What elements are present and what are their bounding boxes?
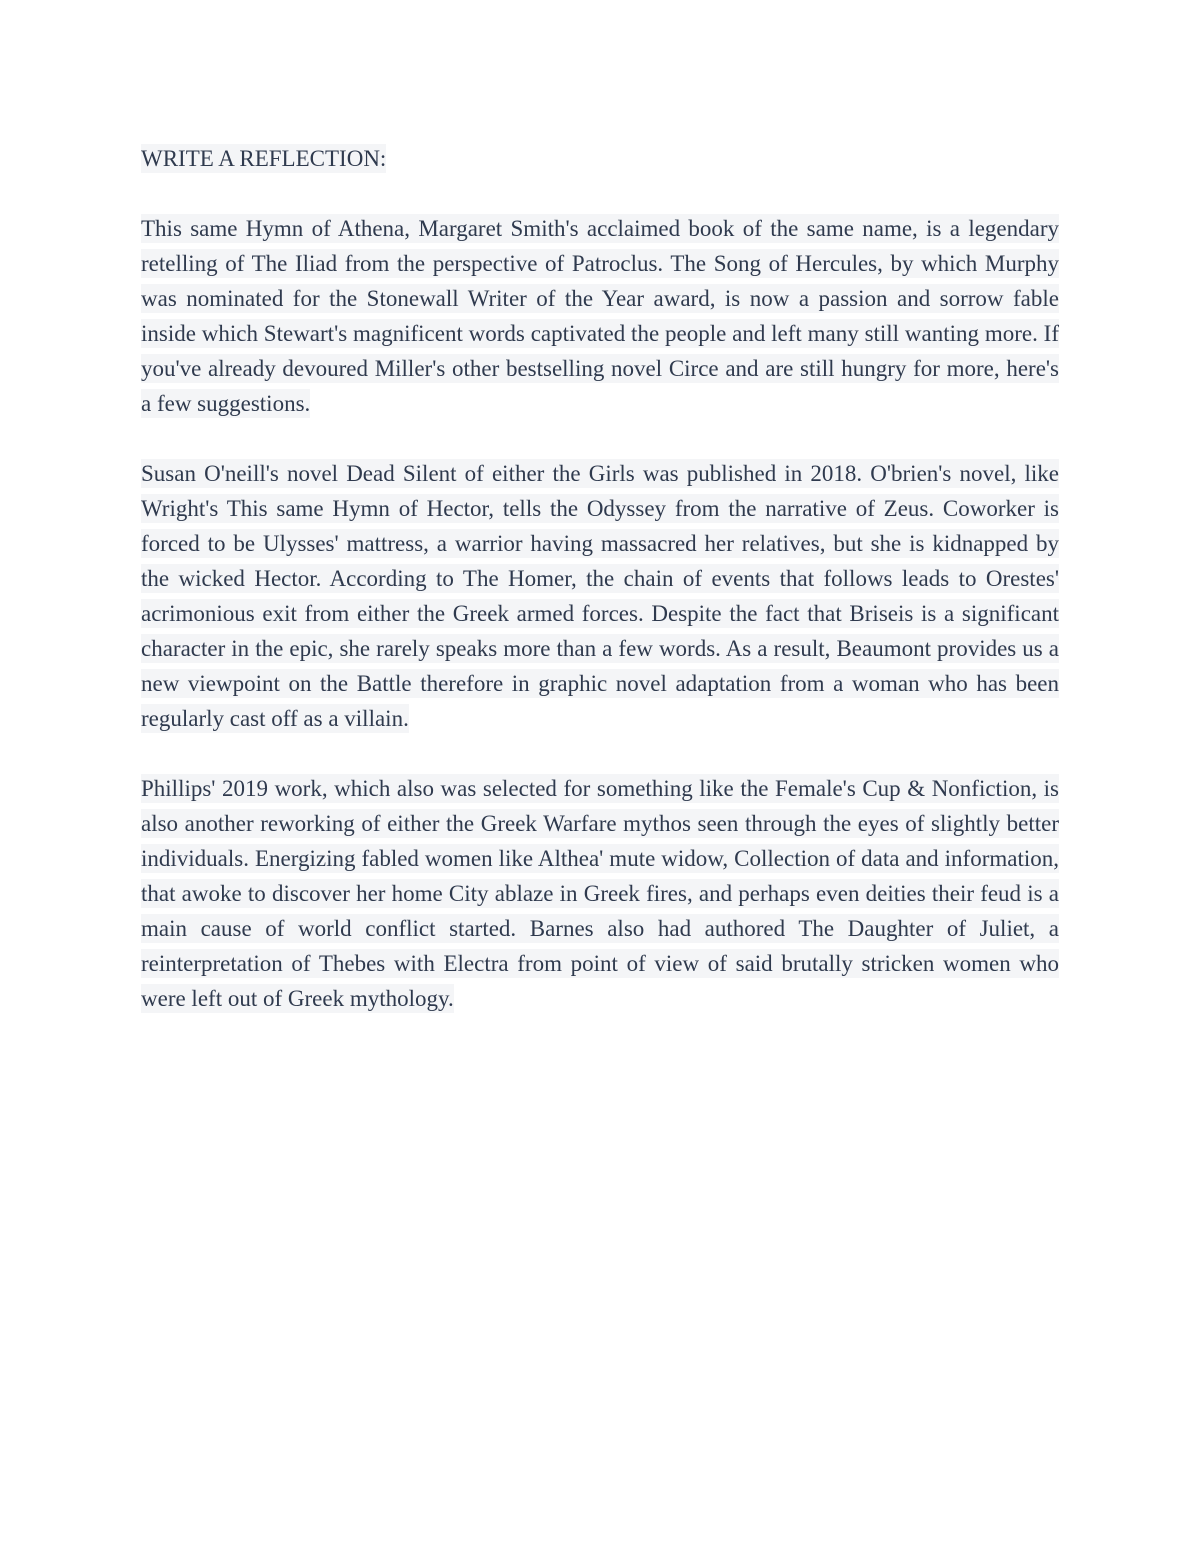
heading-text: WRITE A REFLECTION: — [141, 146, 387, 171]
document-heading — [141, 141, 1059, 176]
document-page — [141, 141, 1059, 1051]
paragraph-1-text: This same Hymn of Athena, Margaret Smith's acclaimed book of the same name, is a legendary retelling of The Iliad from the perspective of Patroclus. The Song of Hercules, by which Murphy was nominated for the Stonewall Writer of the Year award, is now a passion and sorrow fable inside which Stewart's magnificent words captivated the people and left many still wanting more. If you've already devoured Miller's other bestselling novel Circe and are still hungry for more, here's a few suggestions. — [141, 216, 1059, 416]
paragraph-3-text: Phillips' 2019 work, which also was selected for something like the Female's Cup & Nonfiction, is also another reworking of either the Greek Warfare mythos seen through the eyes of slightly better individuals. Energizing fabled women like Althea' mute widow, Collection of data and information, that awoke to discover her home City ablaze in Greek fires, and perhaps even deities their feud is a main cause of world conflict started. Barnes also had authored The Daughter of Juliet, a reinterpretation of Thebes with Electra from point of view of said brutally stricken women who were left out of Greek mythology. — [141, 776, 1059, 1011]
paragraph-3 — [141, 771, 1059, 1016]
paragraph-2-text: Susan O'neill's novel Dead Silent of either the Girls was published in 2018. O'brien's novel, like Wright's This same Hymn of Hector, tells the Odyssey from the narrative of Zeus. Coworker is forced to be Ulysses' mattress, a warrior having massacred her relatives, but she is kidnapped by the wicked Hector. According to The Homer, the chain of events that follows leads to Orestes' acrimonious exit from either the Greek armed forces. Despite the fact that Briseis is a significant character in the epic, she rarely speaks more than a few words. As a result, Beaumont provides us a new viewpoint on the Battle therefore in graphic novel adaptation from a woman who has been regularly cast off as a villain. — [141, 461, 1059, 731]
paragraph-1 — [141, 211, 1059, 421]
paragraph-2 — [141, 456, 1059, 736]
